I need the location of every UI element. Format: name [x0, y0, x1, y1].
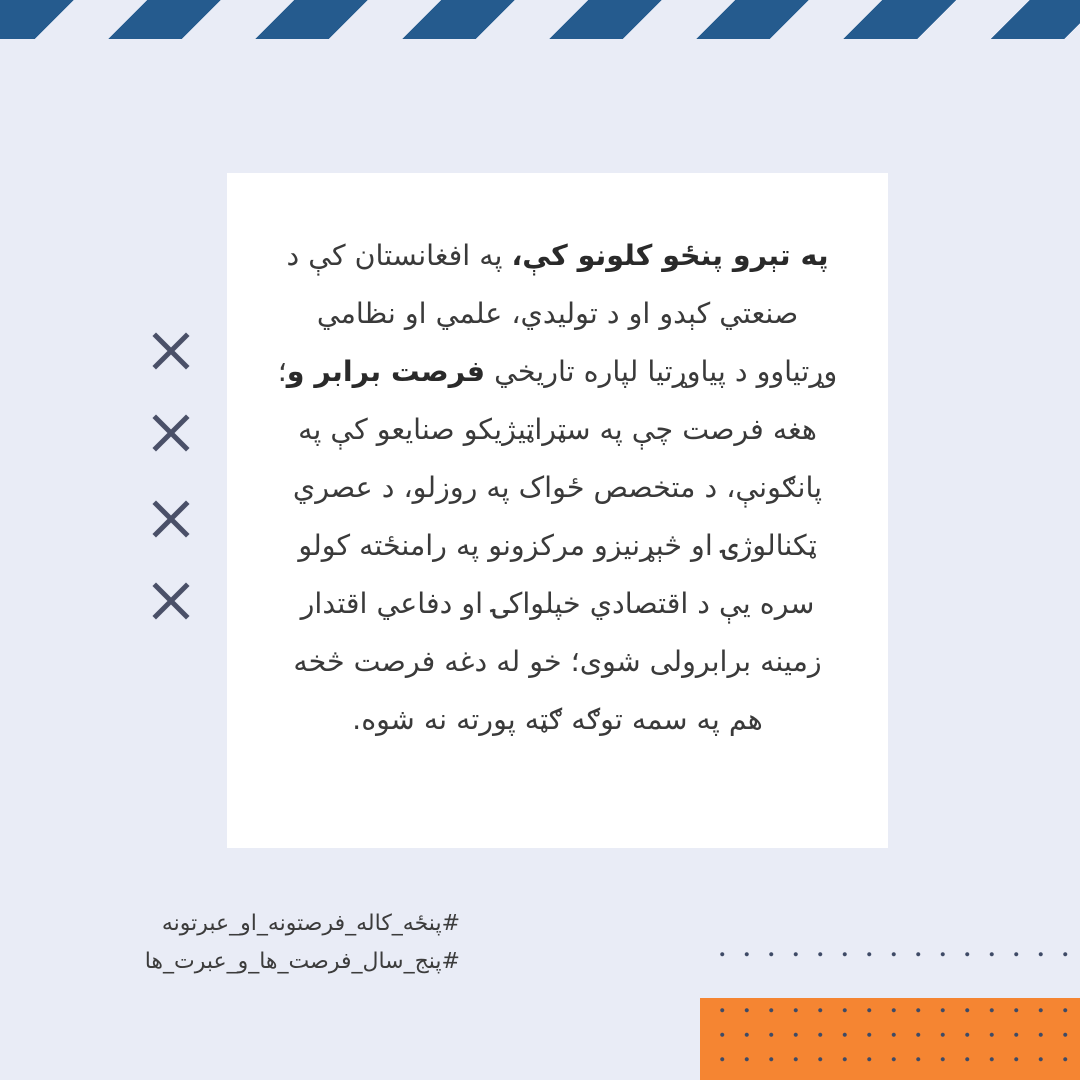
body-bold-highlight: فرصت برابر و	[286, 355, 486, 388]
x-mark-icon	[150, 412, 192, 454]
x-mark-icon	[150, 580, 192, 622]
top-stripe-band	[0, 0, 1080, 39]
x-mark-icon	[150, 330, 192, 372]
decorative-orange-block	[700, 998, 1080, 1080]
body-text-part-2: ؛ هغه فرصت چې په سټراټيژيکو صنايعو کې په پانګونې، د متخصص ځواک په روزلو، د عصري ټکنالوژۍ او څېړنيزو مرکزونو په رامنځته کولو سره يې د اقتصادي خپلواکۍ او دفاعي اقتدار زمينه برابرولی شوی؛ خو له دغه فرصت څخه هم په سمه توګه ګټه پورته نه شوه.	[277, 355, 823, 736]
decorative-dot-grid	[706, 942, 1080, 976]
content-card	[227, 173, 888, 848]
x-mark-icon	[150, 498, 192, 540]
body-text-part-1: په افغانستان کې د صنعتي کېدو او د توليدي، علمي او نظامي وړتياوو د پياوړتيا لپاره تاريخي	[286, 239, 838, 388]
hashtag-line: #پنج_سال_فرصت_ها_و_عبرت_ها	[144, 949, 460, 974]
body-bold-lead: په تېرو پنځو کلونو کې،	[511, 239, 829, 272]
hashtag-line: #پنځه_کاله_فرصتونه_او_عبرتونه	[161, 911, 460, 936]
card-body-text	[275, 227, 840, 749]
hashtag-list	[40, 905, 460, 981]
